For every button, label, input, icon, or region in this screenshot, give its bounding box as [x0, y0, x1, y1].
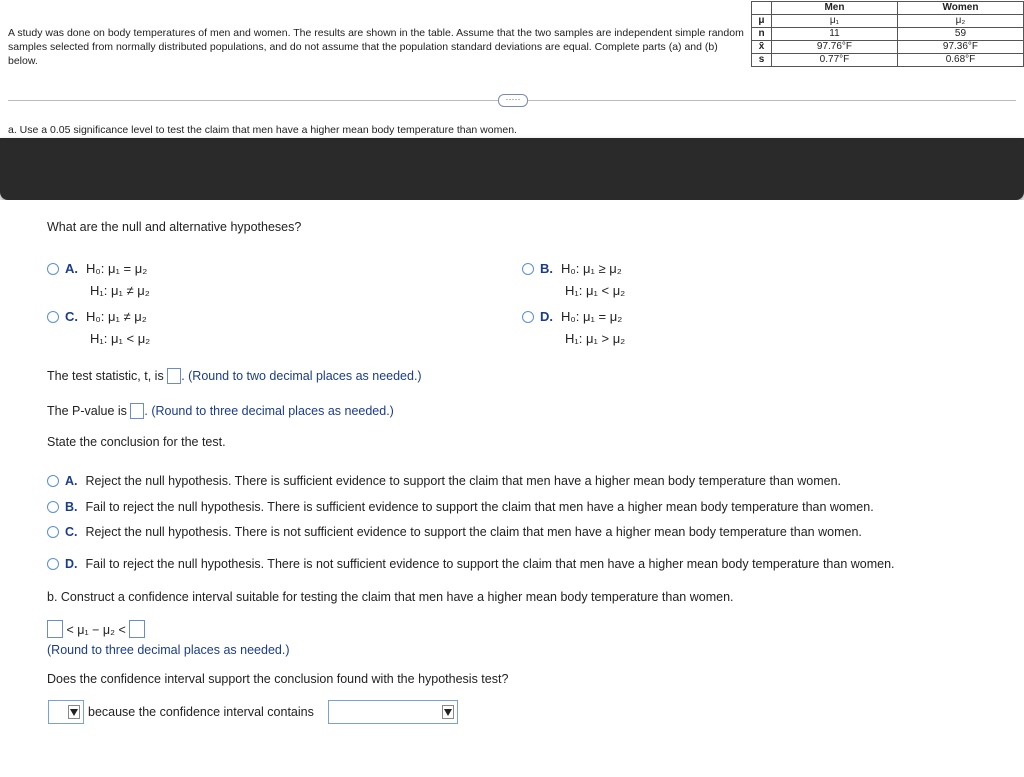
cell-men: 0.77°F: [771, 54, 897, 67]
radio-icon[interactable]: [47, 526, 59, 538]
interval-round-note: (Round to three decimal places as needed.): [47, 643, 290, 657]
cell-men: μ₁: [771, 15, 897, 28]
cell-women: μ₂: [897, 15, 1023, 28]
hypothesis-option-d[interactable]: [522, 306, 625, 350]
row-label: s: [752, 54, 772, 67]
row-label: μ: [752, 15, 772, 28]
radio-icon[interactable]: [47, 558, 59, 570]
row-label: x̄: [752, 41, 772, 54]
h1-text: H₁: μ₁ ≠ μ₂: [90, 283, 150, 298]
h0-text: H₀: μ₁ = μ₂: [86, 261, 148, 276]
table-header-men: Men: [771, 2, 897, 15]
hypothesis-option-b[interactable]: [522, 258, 625, 302]
conclusion-text: Fail to reject the null hypothesis. There is not sufficient evidence to support the claim that men have a higher mean body temperature than women.: [85, 557, 895, 571]
cell-women: 0.68°F: [897, 54, 1023, 67]
option-letter: D.: [540, 309, 553, 324]
part-b-prompt: [47, 590, 734, 604]
part-b-text: b. Construct a confidence interval suitable for testing the claim that men have a higher mean body temperature than women.: [47, 590, 734, 604]
option-letter: C.: [65, 525, 78, 539]
hypothesis-option-a[interactable]: [47, 258, 150, 302]
more-button[interactable]: ·····: [498, 94, 528, 107]
test-statistic-label: The test statistic, t, is: [47, 369, 164, 383]
chevron-down-icon[interactable]: [68, 705, 80, 719]
part-a-prompt: a. Use a 0.05 significance level to test the claim that men have a higher mean body temperature than women.: [8, 124, 517, 136]
interval-contains-dropdown[interactable]: [328, 700, 458, 724]
overlay-band: [0, 138, 1024, 200]
intro-line-1: A study was done on body temperatures of men and women. The results are shown in the table. Assume that the two samples are independent simple random: [8, 27, 744, 39]
intro-line-2: samples selected from normally distributed populations, and do not assume that the population standard deviations are equal. Complete parts (a) and (b) below.: [8, 41, 718, 67]
conclusion-text: Reject the null hypothesis. There is not sufficient evidence to support the claim that men have a higher mean body temperature than women.: [85, 525, 862, 539]
chevron-down-icon[interactable]: [442, 705, 454, 719]
test-statistic-input[interactable]: [167, 368, 181, 384]
table-header-blank: [752, 2, 772, 15]
option-letter: A.: [65, 474, 78, 488]
table-row: [752, 41, 1024, 54]
option-letter: B.: [65, 500, 78, 514]
test-statistic-row: [47, 368, 422, 384]
conclusion-prompt: State the conclusion for the test.: [47, 435, 226, 449]
option-letter: A.: [65, 261, 78, 276]
h1-text: H₁: μ₁ < μ₂: [565, 283, 626, 298]
h1-text: H₁: μ₁ > μ₂: [565, 331, 626, 346]
conclusion-option-c[interactable]: [47, 525, 862, 539]
conclusion-option-d[interactable]: [47, 557, 895, 571]
radio-icon[interactable]: [522, 311, 534, 323]
interval-row: [47, 620, 145, 638]
conclusion-option-a[interactable]: [47, 474, 841, 488]
question-panel: [0, 200, 1024, 777]
interval-lower-input[interactable]: [47, 620, 63, 638]
pvalue-label: The P-value is: [47, 404, 127, 418]
because-text: because the confidence interval contains: [88, 705, 314, 719]
interval-upper-input[interactable]: [129, 620, 145, 638]
cell-women: 97.36°F: [897, 41, 1023, 54]
data-table: [751, 1, 1024, 67]
table-row: [752, 28, 1024, 41]
radio-icon[interactable]: [47, 475, 59, 487]
h0-text: H₀: μ₁ = μ₂: [561, 309, 623, 324]
pvalue-note: . (Round to three decimal places as needed.): [144, 404, 394, 418]
h0-text: H₀: μ₁ ≥ μ₂: [561, 261, 622, 276]
row-label: n: [752, 28, 772, 41]
support-question: Does the confidence interval support the conclusion found with the hypothesis test?: [47, 672, 509, 686]
radio-icon[interactable]: [47, 263, 59, 275]
radio-icon[interactable]: [522, 263, 534, 275]
interval-middle: < μ₁ − μ₂ <: [66, 623, 126, 637]
test-statistic-note: . (Round to two decimal places as needed.): [181, 369, 422, 383]
support-dropdown[interactable]: [48, 700, 84, 724]
hypotheses-question: What are the null and alternative hypotheses?: [47, 220, 302, 234]
cell-men: 97.76°F: [771, 41, 897, 54]
intro-text: [8, 26, 748, 68]
conclusion-text: Reject the null hypothesis. There is sufficient evidence to support the claim that men have a higher mean body temperature than women.: [85, 474, 842, 488]
hypothesis-option-c[interactable]: [47, 306, 150, 350]
h0-text: H₀: μ₁ ≠ μ₂: [86, 309, 147, 324]
conclusion-option-b[interactable]: [47, 500, 874, 514]
table-row: [752, 15, 1024, 28]
option-letter: C.: [65, 309, 78, 324]
cell-men: 11: [771, 28, 897, 41]
option-letter: D.: [65, 557, 78, 571]
cell-women: 59: [897, 28, 1023, 41]
table-row: [752, 54, 1024, 67]
pvalue-input[interactable]: [130, 403, 144, 419]
pvalue-row: [47, 403, 394, 419]
radio-icon[interactable]: [47, 311, 59, 323]
h1-text: H₁: μ₁ < μ₂: [90, 331, 151, 346]
radio-icon[interactable]: [47, 501, 59, 513]
conclusion-text: Fail to reject the null hypothesis. There is sufficient evidence to support the claim that men have a higher mean body temperature than women.: [85, 500, 874, 514]
option-letter: B.: [540, 261, 553, 276]
table-header-women: Women: [897, 2, 1023, 15]
